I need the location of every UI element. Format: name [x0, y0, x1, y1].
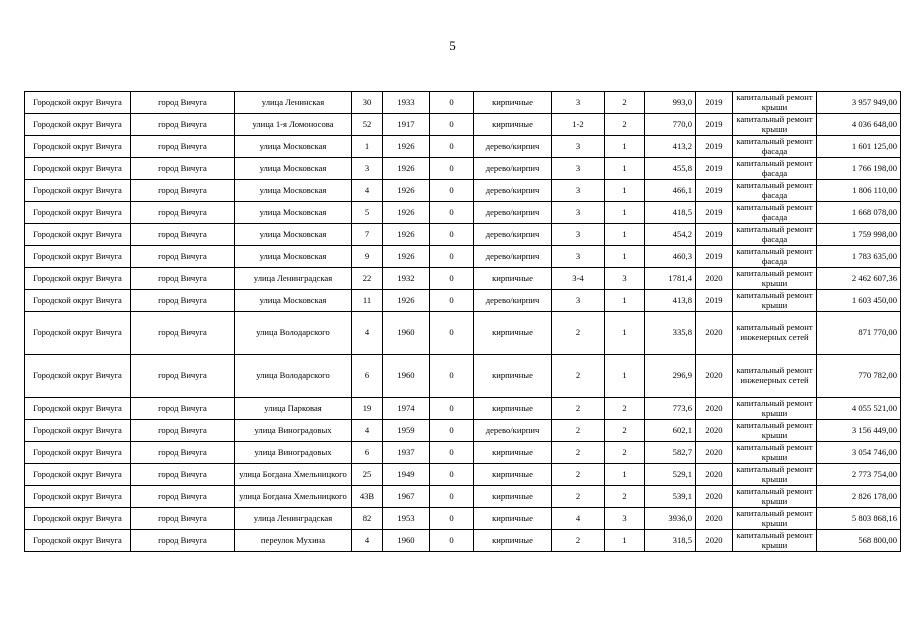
floors-cell: 2	[552, 355, 605, 398]
table-row	[25, 114, 901, 136]
work-type-cell: капитальный ремонт фасада	[733, 246, 817, 268]
street-cell: улица Виноградовых	[235, 442, 352, 464]
municipality-cell: Городской округ Вичуга	[25, 114, 131, 136]
municipality-cell: Городской округ Вичуга	[25, 136, 131, 158]
house-number-cell: 52	[352, 114, 383, 136]
cost-cell: 1 766 198,00	[817, 158, 901, 180]
work-type-cell: капитальный ремонт фасада	[733, 224, 817, 246]
build-year-cell: 1959	[383, 420, 430, 442]
municipality-cell: Городской округ Вичуга	[25, 355, 131, 398]
entrances-cell: 2	[605, 398, 645, 420]
city-cell: город Вичуга	[131, 92, 235, 114]
cost-cell: 1 603 450,00	[817, 290, 901, 312]
work-type-cell: капитальный ремонт фасада	[733, 158, 817, 180]
table-row	[25, 420, 901, 442]
entrances-cell: 2	[605, 114, 645, 136]
table-row	[25, 180, 901, 202]
street-cell: улица Московская	[235, 290, 352, 312]
plan-year-cell: 2019	[696, 202, 733, 224]
city-cell: город Вичуга	[131, 508, 235, 530]
cost-cell: 568 800,00	[817, 530, 901, 552]
wall-material-cell: дерево/кирпич	[474, 224, 552, 246]
house-number-cell: 3	[352, 158, 383, 180]
house-number-cell: 82	[352, 508, 383, 530]
entrances-cell: 1	[605, 224, 645, 246]
floors-cell: 3	[552, 180, 605, 202]
zero-cell: 0	[430, 202, 474, 224]
build-year-cell: 1926	[383, 246, 430, 268]
entrances-cell: 2	[605, 92, 645, 114]
city-cell: город Вичуга	[131, 355, 235, 398]
zero-cell: 0	[430, 486, 474, 508]
zero-cell: 0	[430, 268, 474, 290]
city-cell: город Вичуга	[131, 290, 235, 312]
wall-material-cell: дерево/кирпич	[474, 136, 552, 158]
wall-material-cell: кирпичные	[474, 530, 552, 552]
entrances-cell: 1	[605, 180, 645, 202]
plan-year-cell: 2020	[696, 268, 733, 290]
table-row	[25, 290, 901, 312]
table-row	[25, 136, 901, 158]
entrances-cell: 1	[605, 290, 645, 312]
city-cell: город Вичуга	[131, 136, 235, 158]
cost-cell: 1 783 635,00	[817, 246, 901, 268]
street-cell: улица Ленинградская	[235, 508, 352, 530]
area-cell: 318,5	[645, 530, 696, 552]
wall-material-cell: кирпичные	[474, 508, 552, 530]
work-type-cell: капитальный ремонт крыши	[733, 420, 817, 442]
wall-material-cell: дерево/кирпич	[474, 420, 552, 442]
city-cell: город Вичуга	[131, 486, 235, 508]
wall-material-cell: дерево/кирпич	[474, 158, 552, 180]
municipality-cell: Городской округ Вичуга	[25, 508, 131, 530]
area-cell: 602,1	[645, 420, 696, 442]
work-type-cell: капитальный ремонт крыши	[733, 486, 817, 508]
build-year-cell: 1926	[383, 290, 430, 312]
floors-cell: 2	[552, 486, 605, 508]
table-row	[25, 268, 901, 290]
area-cell: 460,3	[645, 246, 696, 268]
street-cell: улица Московская	[235, 224, 352, 246]
floors-cell: 2	[552, 398, 605, 420]
zero-cell: 0	[430, 246, 474, 268]
house-number-cell: 5	[352, 202, 383, 224]
work-type-cell: капитальный ремонт крыши	[733, 530, 817, 552]
house-number-cell: 19	[352, 398, 383, 420]
plan-year-cell: 2020	[696, 420, 733, 442]
house-number-cell: 4	[352, 312, 383, 355]
municipality-cell: Городской округ Вичуга	[25, 92, 131, 114]
plan-year-cell: 2019	[696, 224, 733, 246]
area-cell: 770,0	[645, 114, 696, 136]
floors-cell: 3	[552, 246, 605, 268]
street-cell: улица Володарского	[235, 312, 352, 355]
zero-cell: 0	[430, 136, 474, 158]
entrances-cell: 3	[605, 268, 645, 290]
house-number-cell: 4	[352, 530, 383, 552]
entrances-cell: 1	[605, 464, 645, 486]
zero-cell: 0	[430, 355, 474, 398]
entrances-cell: 3	[605, 508, 645, 530]
wall-material-cell: кирпичные	[474, 312, 552, 355]
work-type-cell: капитальный ремонт крыши	[733, 442, 817, 464]
floors-cell: 2	[552, 442, 605, 464]
house-number-cell: 7	[352, 224, 383, 246]
work-type-cell: капитальный ремонт крыши	[733, 464, 817, 486]
entrances-cell: 1	[605, 312, 645, 355]
table-row	[25, 158, 901, 180]
work-type-cell: капитальный ремонт крыши	[733, 508, 817, 530]
municipality-cell: Городской округ Вичуга	[25, 246, 131, 268]
plan-year-cell: 2019	[696, 246, 733, 268]
wall-material-cell: кирпичные	[474, 398, 552, 420]
wall-material-cell: кирпичные	[474, 464, 552, 486]
floors-cell: 2	[552, 420, 605, 442]
build-year-cell: 1926	[383, 224, 430, 246]
municipality-cell: Городской округ Вичуга	[25, 180, 131, 202]
city-cell: город Вичуга	[131, 202, 235, 224]
municipality-cell: Городской округ Вичуга	[25, 158, 131, 180]
city-cell: город Вичуга	[131, 312, 235, 355]
municipality-cell: Городской округ Вичуга	[25, 486, 131, 508]
registry-body	[25, 92, 901, 552]
housing-registry-table	[24, 91, 901, 552]
municipality-cell: Городской округ Вичуга	[25, 290, 131, 312]
entrances-cell: 2	[605, 442, 645, 464]
municipality-cell: Городской округ Вичуга	[25, 420, 131, 442]
table-row	[25, 224, 901, 246]
work-type-cell: капитальный ремонт крыши	[733, 92, 817, 114]
plan-year-cell: 2020	[696, 312, 733, 355]
street-cell: улица Богдана Хмельницкого	[235, 486, 352, 508]
cost-cell: 2 462 607,36	[817, 268, 901, 290]
build-year-cell: 1932	[383, 268, 430, 290]
plan-year-cell: 2020	[696, 442, 733, 464]
plan-year-cell: 2019	[696, 180, 733, 202]
table-row	[25, 442, 901, 464]
wall-material-cell: кирпичные	[474, 92, 552, 114]
build-year-cell: 1926	[383, 158, 430, 180]
municipality-cell: Городской округ Вичуга	[25, 530, 131, 552]
cost-cell: 1 601 125,00	[817, 136, 901, 158]
street-cell: переулок Мухина	[235, 530, 352, 552]
table-row	[25, 92, 901, 114]
municipality-cell: Городской округ Вичуга	[25, 312, 131, 355]
area-cell: 466,1	[645, 180, 696, 202]
area-cell: 3936,0	[645, 508, 696, 530]
plan-year-cell: 2020	[696, 464, 733, 486]
street-cell: улица Московская	[235, 246, 352, 268]
table-row	[25, 398, 901, 420]
street-cell: улица Виноградовых	[235, 420, 352, 442]
build-year-cell: 1949	[383, 464, 430, 486]
house-number-cell: 4	[352, 420, 383, 442]
wall-material-cell: кирпичные	[474, 114, 552, 136]
wall-material-cell: кирпичные	[474, 442, 552, 464]
area-cell: 454,2	[645, 224, 696, 246]
build-year-cell: 1960	[383, 355, 430, 398]
cost-cell: 1 806 110,00	[817, 180, 901, 202]
cost-cell: 770 782,00	[817, 355, 901, 398]
plan-year-cell: 2020	[696, 398, 733, 420]
entrances-cell: 2	[605, 486, 645, 508]
area-cell: 529,1	[645, 464, 696, 486]
street-cell: улица Ленинская	[235, 92, 352, 114]
wall-material-cell: дерево/кирпич	[474, 290, 552, 312]
area-cell: 455,8	[645, 158, 696, 180]
entrances-cell: 1	[605, 246, 645, 268]
city-cell: город Вичуга	[131, 530, 235, 552]
table-row	[25, 530, 901, 552]
build-year-cell: 1926	[383, 136, 430, 158]
build-year-cell: 1917	[383, 114, 430, 136]
table-row	[25, 202, 901, 224]
zero-cell: 0	[430, 224, 474, 246]
municipality-cell: Городской округ Вичуга	[25, 442, 131, 464]
build-year-cell: 1937	[383, 442, 430, 464]
build-year-cell: 1933	[383, 92, 430, 114]
floors-cell: 3	[552, 290, 605, 312]
zero-cell: 0	[430, 508, 474, 530]
street-cell: улица Ленинградская	[235, 268, 352, 290]
city-cell: город Вичуга	[131, 158, 235, 180]
street-cell: улица 1-я Ломоносова	[235, 114, 352, 136]
work-type-cell: капитальный ремонт крыши	[733, 114, 817, 136]
street-cell: улица Московская	[235, 158, 352, 180]
street-cell: улица Московская	[235, 202, 352, 224]
wall-material-cell: кирпичные	[474, 355, 552, 398]
plan-year-cell: 2020	[696, 355, 733, 398]
cost-cell: 5 803 868,16	[817, 508, 901, 530]
city-cell: город Вичуга	[131, 398, 235, 420]
zero-cell: 0	[430, 420, 474, 442]
city-cell: город Вичуга	[131, 442, 235, 464]
house-number-cell: 6	[352, 355, 383, 398]
floors-cell: 1-2	[552, 114, 605, 136]
street-cell: улица Богдана Хмельницкого	[235, 464, 352, 486]
zero-cell: 0	[430, 398, 474, 420]
floors-cell: 3-4	[552, 268, 605, 290]
city-cell: город Вичуга	[131, 464, 235, 486]
build-year-cell: 1926	[383, 202, 430, 224]
build-year-cell: 1960	[383, 312, 430, 355]
municipality-cell: Городской округ Вичуга	[25, 268, 131, 290]
house-number-cell: 11	[352, 290, 383, 312]
build-year-cell: 1926	[383, 180, 430, 202]
cost-cell: 4 036 648,00	[817, 114, 901, 136]
entrances-cell: 1	[605, 202, 645, 224]
plan-year-cell: 2019	[696, 114, 733, 136]
plan-year-cell: 2020	[696, 508, 733, 530]
cost-cell: 3 054 746,00	[817, 442, 901, 464]
wall-material-cell: кирпичные	[474, 268, 552, 290]
work-type-cell: капитальный ремонт крыши	[733, 398, 817, 420]
floors-cell: 3	[552, 136, 605, 158]
city-cell: город Вичуга	[131, 180, 235, 202]
zero-cell: 0	[430, 114, 474, 136]
cost-cell: 1 668 078,00	[817, 202, 901, 224]
table-row	[25, 464, 901, 486]
build-year-cell: 1960	[383, 530, 430, 552]
table-row	[25, 355, 901, 398]
entrances-cell: 1	[605, 136, 645, 158]
floors-cell: 2	[552, 312, 605, 355]
city-cell: город Вичуга	[131, 224, 235, 246]
table-row	[25, 508, 901, 530]
plan-year-cell: 2019	[696, 290, 733, 312]
entrances-cell: 1	[605, 355, 645, 398]
city-cell: город Вичуга	[131, 114, 235, 136]
plan-year-cell: 2020	[696, 530, 733, 552]
area-cell: 296,9	[645, 355, 696, 398]
area-cell: 993,0	[645, 92, 696, 114]
zero-cell: 0	[430, 92, 474, 114]
cost-cell: 3 156 449,00	[817, 420, 901, 442]
street-cell: улица Парковая	[235, 398, 352, 420]
floors-cell: 3	[552, 158, 605, 180]
house-number-cell: 22	[352, 268, 383, 290]
cost-cell: 1 759 998,00	[817, 224, 901, 246]
street-cell: улица Володарского	[235, 355, 352, 398]
zero-cell: 0	[430, 312, 474, 355]
area-cell: 413,2	[645, 136, 696, 158]
plan-year-cell: 2019	[696, 136, 733, 158]
floors-cell: 2	[552, 464, 605, 486]
work-type-cell: капитальный ремонт фасада	[733, 180, 817, 202]
house-number-cell: 6	[352, 442, 383, 464]
plan-year-cell: 2019	[696, 158, 733, 180]
work-type-cell: капитальный ремонт фасада	[733, 202, 817, 224]
zero-cell: 0	[430, 530, 474, 552]
area-cell: 773,6	[645, 398, 696, 420]
entrances-cell: 1	[605, 530, 645, 552]
area-cell: 539,1	[645, 486, 696, 508]
floors-cell: 4	[552, 508, 605, 530]
municipality-cell: Городской округ Вичуга	[25, 202, 131, 224]
table-row	[25, 486, 901, 508]
plan-year-cell: 2019	[696, 92, 733, 114]
municipality-cell: Городской округ Вичуга	[25, 398, 131, 420]
entrances-cell: 1	[605, 158, 645, 180]
wall-material-cell: дерево/кирпич	[474, 180, 552, 202]
cost-cell: 2 773 754,00	[817, 464, 901, 486]
work-type-cell: капитальный ремонт фасада	[733, 136, 817, 158]
city-cell: город Вичуга	[131, 420, 235, 442]
work-type-cell: капитальный ремонт крыши	[733, 268, 817, 290]
work-type-cell: капитальный ремонт крыши	[733, 290, 817, 312]
zero-cell: 0	[430, 158, 474, 180]
zero-cell: 0	[430, 180, 474, 202]
build-year-cell: 1974	[383, 398, 430, 420]
wall-material-cell: дерево/кирпич	[474, 246, 552, 268]
work-type-cell: капитальный ремонт инженерных сетей	[733, 312, 817, 355]
floors-cell: 3	[552, 92, 605, 114]
entrances-cell: 2	[605, 420, 645, 442]
house-number-cell: 1	[352, 136, 383, 158]
plan-year-cell: 2020	[696, 486, 733, 508]
area-cell: 582,7	[645, 442, 696, 464]
build-year-cell: 1967	[383, 486, 430, 508]
build-year-cell: 1953	[383, 508, 430, 530]
table-row	[25, 246, 901, 268]
area-cell: 418,5	[645, 202, 696, 224]
zero-cell: 0	[430, 442, 474, 464]
cost-cell: 2 826 178,00	[817, 486, 901, 508]
cost-cell: 4 055 521,00	[817, 398, 901, 420]
house-number-cell: 25	[352, 464, 383, 486]
zero-cell: 0	[430, 464, 474, 486]
house-number-cell: 9	[352, 246, 383, 268]
house-number-cell: 43В	[352, 486, 383, 508]
floors-cell: 3	[552, 202, 605, 224]
area-cell: 1781,4	[645, 268, 696, 290]
wall-material-cell: дерево/кирпич	[474, 202, 552, 224]
area-cell: 335,8	[645, 312, 696, 355]
area-cell: 413,8	[645, 290, 696, 312]
work-type-cell: капитальный ремонт инженерных сетей	[733, 355, 817, 398]
house-number-cell: 4	[352, 180, 383, 202]
cost-cell: 3 957 949,00	[817, 92, 901, 114]
wall-material-cell: кирпичные	[474, 486, 552, 508]
municipality-cell: Городской округ Вичуга	[25, 224, 131, 246]
floors-cell: 3	[552, 224, 605, 246]
street-cell: улица Московская	[235, 180, 352, 202]
municipality-cell: Городской округ Вичуга	[25, 464, 131, 486]
city-cell: город Вичуга	[131, 268, 235, 290]
cost-cell: 871 770,00	[817, 312, 901, 355]
floors-cell: 2	[552, 530, 605, 552]
city-cell: город Вичуга	[131, 246, 235, 268]
page-number: 5	[449, 38, 456, 53]
zero-cell: 0	[430, 290, 474, 312]
street-cell: улица Московская	[235, 136, 352, 158]
house-number-cell: 30	[352, 92, 383, 114]
table-row	[25, 312, 901, 355]
